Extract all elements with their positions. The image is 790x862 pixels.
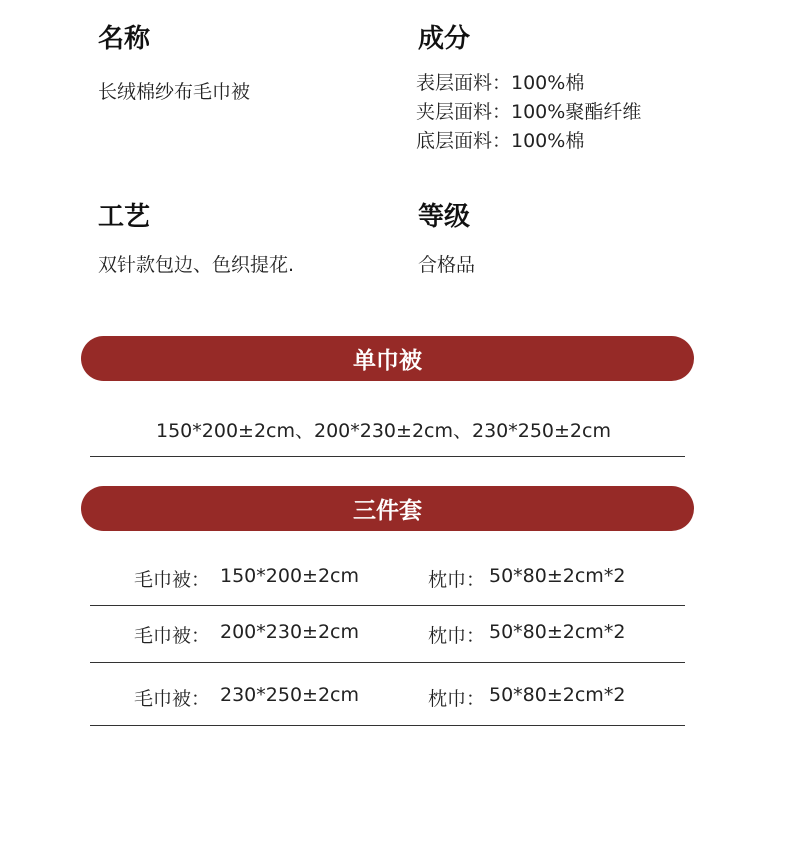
composition-line: 底层面料：100%棉 xyxy=(416,130,585,152)
set-banner xyxy=(81,486,694,531)
blanket-size: 230*250±2cm xyxy=(220,684,359,706)
composition-line: 夹层面料：100%聚酯纤维 xyxy=(416,101,642,123)
grade-value: 合格品 xyxy=(418,254,476,276)
set-banner-title: 三件套 xyxy=(353,498,422,524)
craft-heading: 工艺 xyxy=(98,202,151,232)
composition-heading: 成分 xyxy=(418,24,471,54)
blanket-size: 200*230±2cm xyxy=(220,621,359,643)
divider xyxy=(90,456,685,457)
pillow-size: 50*80±2cm*2 xyxy=(489,565,626,587)
grade-heading: 等级 xyxy=(418,202,471,232)
craft-value: 双针款包边、色织提花. xyxy=(98,254,295,276)
blanket-label: 毛巾被： xyxy=(134,625,211,647)
divider xyxy=(90,662,685,663)
single-banner xyxy=(81,336,694,381)
composition-list xyxy=(416,69,641,156)
name-value: 长绒棉纱布毛巾被 xyxy=(98,81,251,103)
blanket-label: 毛巾被： xyxy=(134,688,211,710)
divider xyxy=(90,725,685,726)
pillow-label: 枕巾： xyxy=(428,625,486,647)
pillow-label: 枕巾： xyxy=(428,688,486,710)
pillow-label: 枕巾： xyxy=(428,569,486,591)
single-sizes: 150*200±2cm、200*230±2cm、230*250±2cm xyxy=(156,420,611,442)
single-banner-title: 单巾被 xyxy=(353,348,422,374)
pillow-size: 50*80±2cm*2 xyxy=(489,684,626,706)
blanket-label: 毛巾被： xyxy=(134,569,211,591)
blanket-size: 150*200±2cm xyxy=(220,565,359,587)
pillow-size: 50*80±2cm*2 xyxy=(489,621,626,643)
composition-line: 表层面料：100%棉 xyxy=(416,72,585,94)
divider xyxy=(90,605,685,606)
name-heading: 名称 xyxy=(98,24,151,54)
